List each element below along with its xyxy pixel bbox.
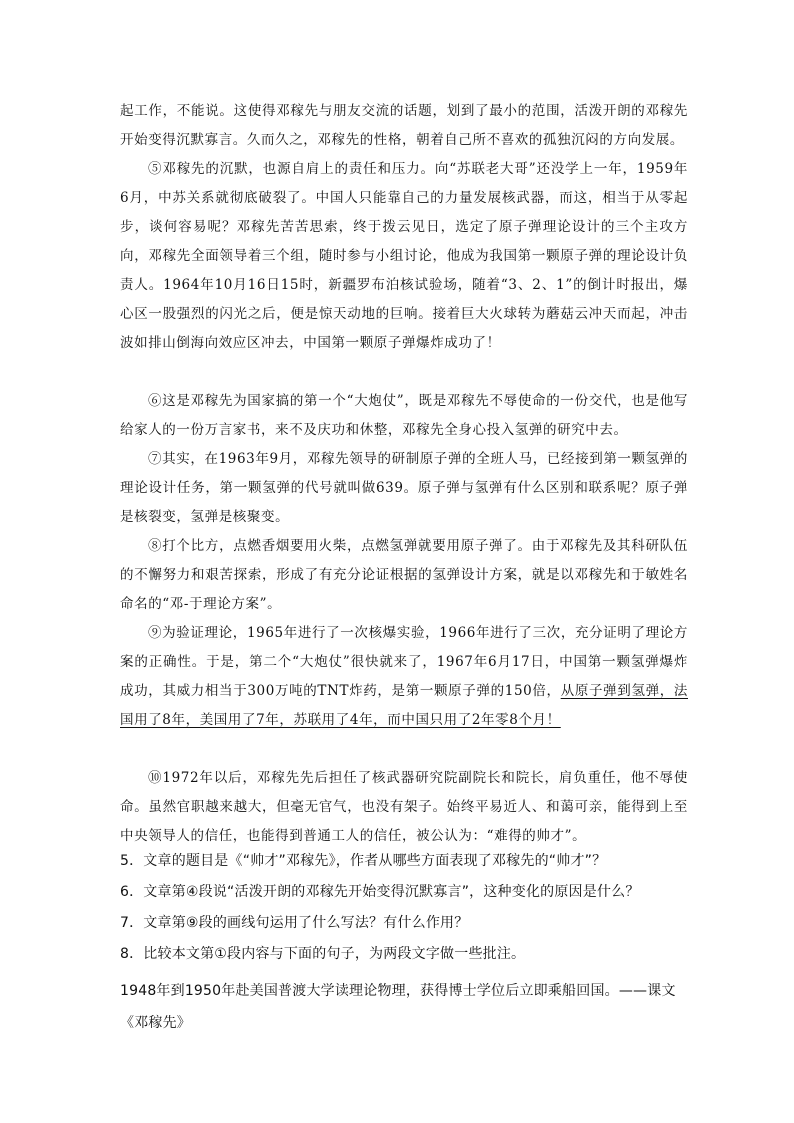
- paragraph-6: ⑥这是邓稼先为国家搞的第一个“大炮仗”，既是邓稼先不辱使命的一份交代，也是他写给家人的一份万言家书，来不及庆功和休整，邓稼先全身心投入氢弹的研究中去。: [120, 393, 688, 438]
- question-8: 8．比较本文第①段内容与下面的句子，为两段文字做一些批注。: [120, 946, 526, 962]
- paragraph-8: ⑧打个比方，点燃香烟要用火柴，点燃氢弹就要用原子弹了。由于邓稼先及其科研队伍的不懈努力和艰苦探索，形成了有充分论证根据的氢弹设计方案，就是以邓稼先和于敏姓名命名的“邓-于理论方案”。: [120, 538, 688, 612]
- question-5: 5．文章的题目是《“帅才”邓稼先》，作者从哪些方面表现了邓稼先的“帅才”？: [120, 853, 607, 869]
- paragraph-5: ⑤邓稼先的沉默，也源自肩上的责任和压力。向“苏联老大哥”还没学上一年，1959年6月，中苏关系就彻底破裂了。中国人只能靠自己的力量发展核武器，而这，相当于从零起步，谈何容易呢？邓稼先苦苦思索，终于拨云见日，选定了原子弹理论设计的三个主攻方向，邓稼先全面领导着三个组，随时参与小组讨论，他成为我国第一颗原子弹的理论设计负责人。1964年10月16日15时，新疆罗布泊核试验场，随着“3、2、1”的倒计时报出，爆心区一股强烈的闪光之后，便是惊天动地的巨响。接着巨大火球转为蘑菇云冲天而起，冲击波如排山倒海向效应区冲去，中国第一颗原子弹爆炸成功了！: [120, 161, 688, 351]
- question-6: 6．文章第④段说“活泼开朗的邓稼先开始变得沉默寡言”，这种变化的原因是什么？: [120, 884, 640, 900]
- paragraph-10: ⑩1972年以后，邓稼先先后担任了核武器研究院副院长和院长，肩负重任，他不辱使命。虽然官职越来越大，但毫无官气，也没有架子。始终平易近人、和蔼可亲，能得到上至中央领导人的信任，也能得到普通工人的信任，被公认为：“难得的帅才”。: [120, 770, 688, 844]
- paragraph-9-text: ⑨为验证理论，1965年进行了一次核爆实验，1966年进行了三次，充分证明了理论方案的正确性。于是，第二个“大炮仗”很快就来了，1967年6月17日，中国第一颗氢弹爆炸成功，其威力相当于300万吨的TNT炸药，是第一颗原子弹的150倍，: [120, 625, 688, 699]
- question-7: 7．文章第⑨段的画线句运用了什么写法？有什么作用？: [120, 915, 469, 931]
- paragraph-4-tail: 起工作，不能说。这使得邓稼先与朋友交流的话题，划到了最小的范围，活泼开朗的邓稼先开始变得沉默寡言。久而久之，邓稼先的性格，朝着自己所不喜欢的孤独沉闷的方向发展。: [120, 103, 688, 148]
- paragraph-7: ⑦其实，在1963年9月，邓稼先领导的研制原子弹的全班人马，已经接到第一颗氢弹的理论设计任务，第一颗氢弹的代号就叫做639。原子弹与氢弹有什么区别和联系呢？原子弹是核裂变，氢弹是核聚变。: [120, 451, 688, 525]
- paragraph-9: [120, 619, 688, 735]
- paragraph-9-underlined-sentence: 从原子弹到氢弹，法国用了8年，美国用了7年，苏联用了4年，而中国只用了2年零8个月！: [120, 683, 688, 728]
- comparison-quote: 1948年到1950年赴美国普渡大学读理论物理，获得博士学位后立即乘船回国。——课文《邓稼先》: [120, 983, 676, 1031]
